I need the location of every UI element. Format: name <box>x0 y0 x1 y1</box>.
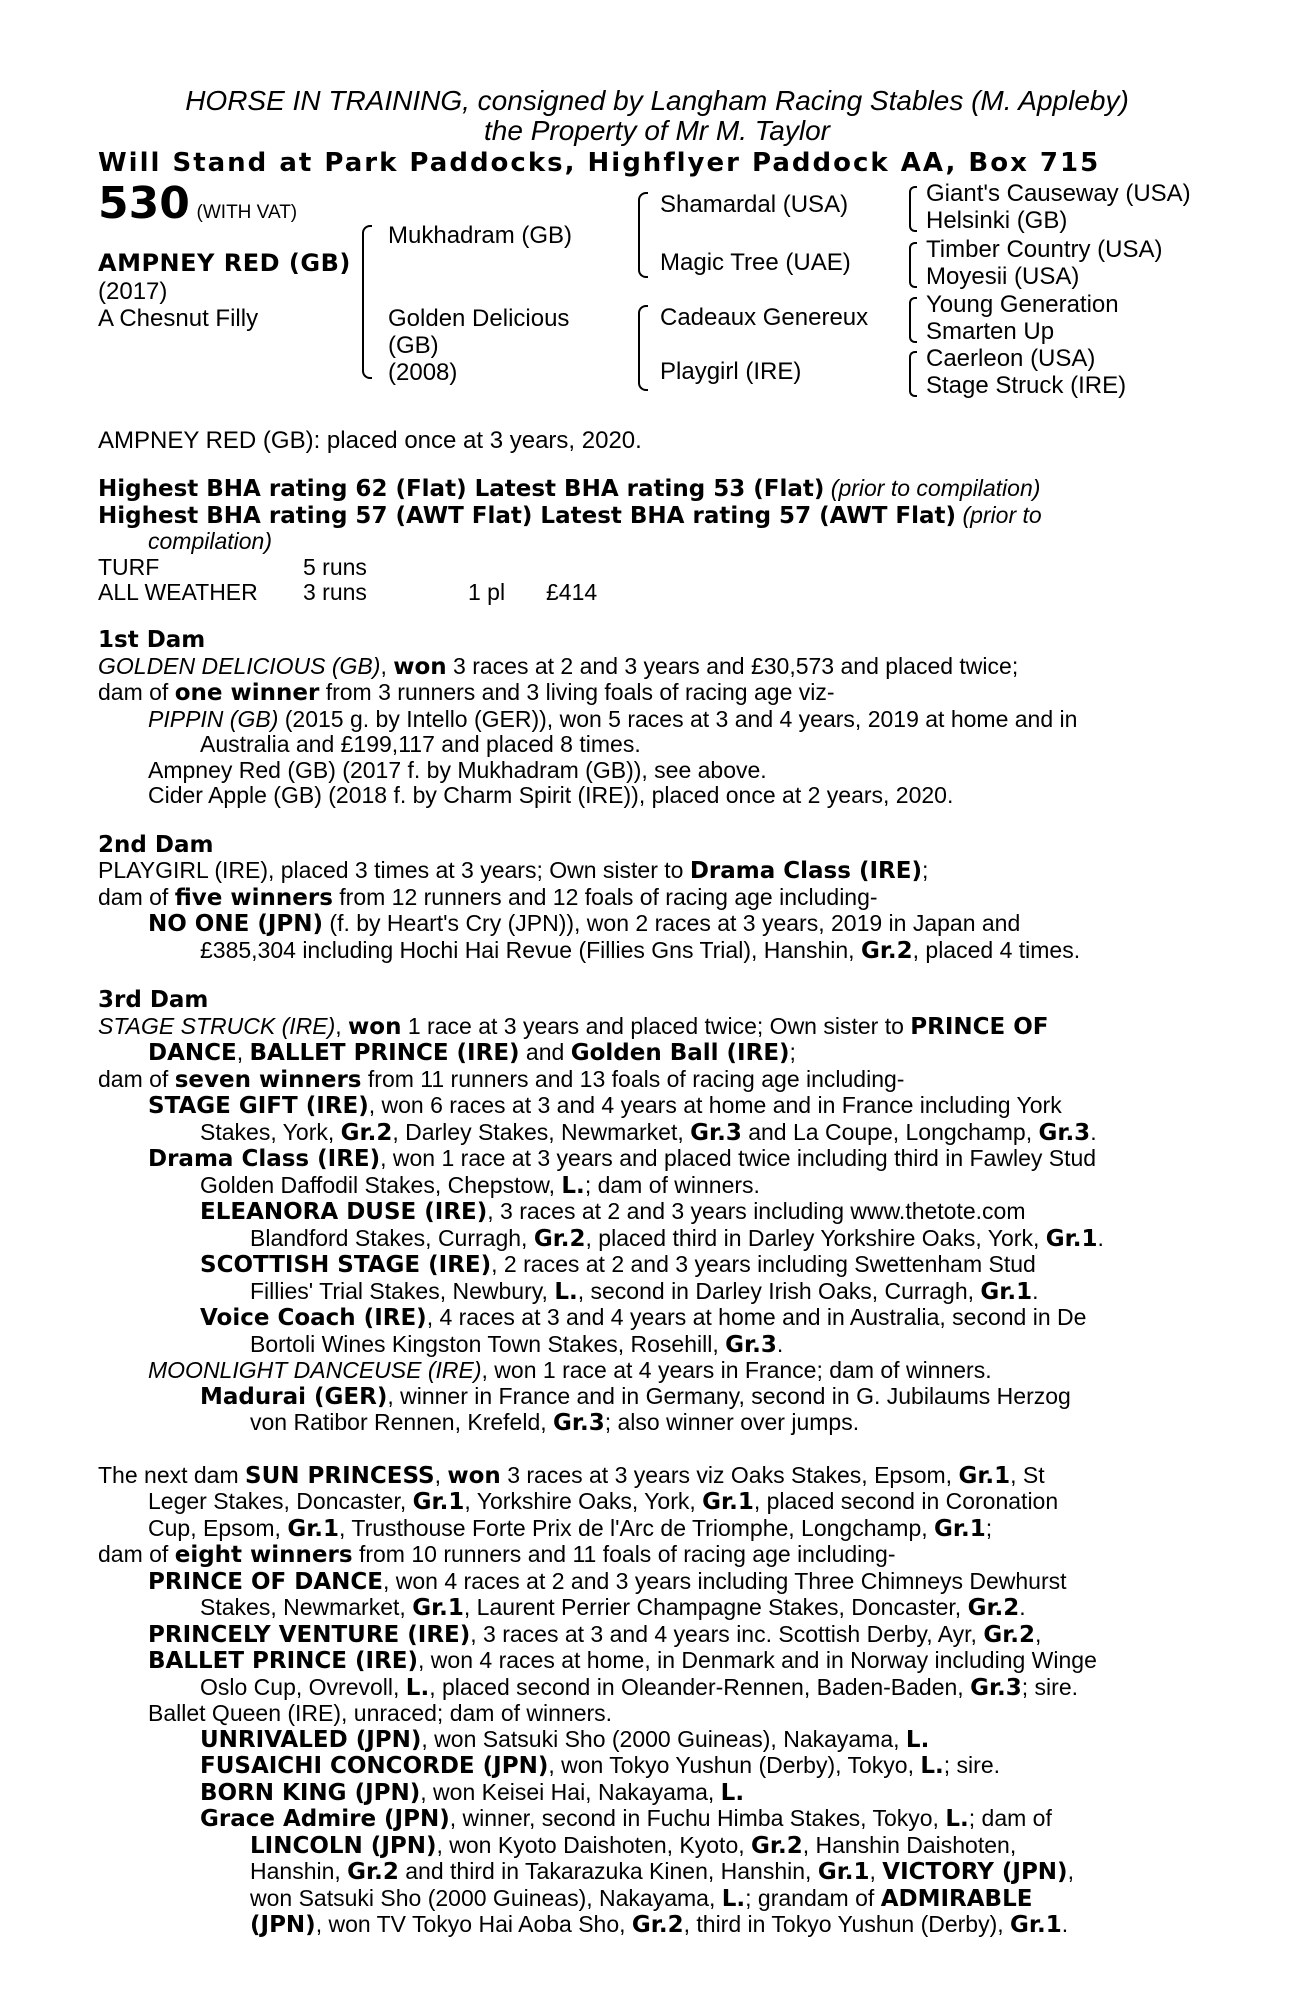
grade: Gr.1 <box>412 1489 465 1515</box>
text: Fillies' Trial Stakes, Newbury, <box>250 1277 555 1304</box>
stand-location: Will Stand at Park Paddocks, Highflyer Paddock AA, Box 715 <box>98 148 1101 178</box>
awt-rating: Highest BHA rating 57 (AWT Flat) Latest BHA rating 57 (AWT Flat) <box>98 502 957 529</box>
progeny-name: Drama Class (IRE) <box>148 1146 381 1172</box>
foaling-year: (2017) <box>98 278 168 305</box>
text: , Hanshin Daishoten, <box>802 1831 1017 1858</box>
awt-rating-note-cont: compilation) <box>148 528 272 554</box>
first-dam-heading: 1st Dam <box>98 627 206 653</box>
sep: , <box>1067 1858 1074 1884</box>
pedigree-brace-1 <box>362 225 372 379</box>
ss-sire: Giant's Causeway (USA) <box>926 180 1191 207</box>
dd-sire: Caerleon (USA) <box>926 345 1096 372</box>
text: Stakes, York, <box>200 1118 341 1145</box>
second-dam-heading: 2nd Dam <box>98 831 214 858</box>
winners-count: seven winners <box>174 1066 362 1093</box>
text: Hanshin, <box>250 1858 348 1884</box>
text: , winner, second in Fuchu Himba Stakes, Tokyo, <box>449 1805 946 1831</box>
text: PLAYGIRL (IRE), placed 3 times at 3 years; Own sister to <box>98 857 690 883</box>
text: won Satsuki Sho (2000 Guineas), Nakayama, <box>250 1884 722 1911</box>
ds-dam: Smarten Up <box>926 318 1055 345</box>
relative-name: PRINCE OF <box>910 1013 1049 1040</box>
dam-line-3: (2008) <box>388 359 458 386</box>
pedigree-brace-3b <box>909 242 917 288</box>
text: dam of <box>98 1541 175 1567</box>
sire: Mukhadram (GB) <box>388 222 573 249</box>
sep: , <box>869 1858 876 1884</box>
dam-line-2: (GB) <box>388 332 439 359</box>
text: 3 races at 3 years viz Oaks Stakes, Epsom, <box>500 1461 959 1488</box>
text: and <box>519 1039 571 1065</box>
grade: Gr.1 <box>287 1515 340 1542</box>
progeny-name: PRINCE OF DANCE <box>148 1568 383 1595</box>
grade: Gr.2 <box>533 1225 586 1252</box>
progeny-name: Madurai (GER) <box>200 1383 388 1410</box>
grade: Gr.2 <box>983 1621 1036 1648</box>
winners-count: eight winners <box>174 1542 353 1568</box>
text: ; sire. <box>943 1752 1001 1778</box>
dam-name: STAGE STRUCK (IRE) <box>98 1012 336 1039</box>
winners-count: one winner <box>174 680 320 706</box>
text: £385,304 including Hochi Hai Revue (Fillies Gns Trial), Hanshin, <box>200 936 861 963</box>
progeny-line: Ballet Queen (IRE), unraced; dam of winners. <box>148 1700 613 1726</box>
grade: Gr.2 <box>967 1595 1020 1621</box>
won: won <box>393 653 447 680</box>
text: , third in Tokyo Yushun (Derby), <box>683 1911 1011 1937</box>
grade: Gr.3 <box>690 1119 742 1146</box>
third-dam-heading: 3rd Dam <box>98 987 209 1013</box>
grade: Gr.3 <box>553 1410 605 1436</box>
text: Golden Daffodil Stakes, Chepstow, <box>200 1171 562 1198</box>
text: ; grandam of <box>745 1884 881 1911</box>
consignor-line: HORSE IN TRAINING, consigned by Langham Racing Stables (M. Appleby) <box>185 85 1129 116</box>
text: , winner in France and in Germany, second in G. Jubilaums Herzog <box>387 1382 1071 1409</box>
text: Bortoli Wines Kingston Town Stakes, Rosehill, <box>250 1330 726 1357</box>
text: , Yorkshire Oaks, York, <box>464 1488 703 1514</box>
text: , won Kyoto Daishoten, Kyoto, <box>436 1831 752 1858</box>
text: (2015 g. by Intello (GER)), won 5 races at 3 and 4 years, 2019 at home and in <box>278 705 1078 732</box>
text: , placed 4 times. <box>912 936 1081 963</box>
progeny-name: ADMIRABLE <box>880 1885 1033 1912</box>
text: dam of <box>98 679 175 705</box>
grade: L. <box>920 1753 944 1779</box>
text: Stakes, Newmarket, <box>200 1594 413 1620</box>
progeny-line: Ampney Red (GB) (2017 f. by Mukhadram (GB)), see above. <box>148 756 767 783</box>
text: , St <box>1010 1461 1045 1488</box>
sd-sire: Timber Country (USA) <box>926 236 1163 263</box>
text: , won Tokyo Yushun (Derby), Tokyo, <box>548 1752 921 1778</box>
text: , Darley Stakes, Newmarket, <box>392 1118 691 1145</box>
text: (f. by Heart's Cry (JPN)), won 2 races at 3 years, 2019 in Japan and <box>323 910 1021 936</box>
text: , Laurent Perrier Champagne Stakes, Doncaster, <box>463 1594 968 1620</box>
progeny-name: FUSAICHI CONCORDE (JPN) <box>200 1753 549 1779</box>
progeny-name: NO ONE (JPN) <box>148 911 324 937</box>
text: , won 1 race at 3 years and placed twice including third in Fawley Stud <box>380 1145 1097 1171</box>
grade: Gr.3 <box>1038 1119 1091 1146</box>
relative-name: Golden Ball (IRE) <box>570 1040 790 1066</box>
surface: ALL WEATHER <box>98 579 258 605</box>
text: , won 4 races at 2 and 3 years including Three Chimneys Dewhurst <box>382 1567 1067 1594</box>
text: . <box>1097 1224 1104 1251</box>
runs-table <box>98 555 597 606</box>
dd-dam: Stage Struck (IRE) <box>926 372 1127 399</box>
progeny-name: ELEANORA DUSE (IRE) <box>200 1199 488 1225</box>
flat-rating: Highest BHA rating 62 (Flat) Latest BHA rating 53 (Flat) <box>98 476 825 502</box>
relative-name: BALLET PRINCE (IRE) <box>249 1040 520 1066</box>
sire-sire: Shamardal (USA) <box>660 191 849 218</box>
grade: Gr.1 <box>702 1489 754 1515</box>
surface: TURF <box>98 553 160 580</box>
won: won <box>348 1013 402 1040</box>
progeny-name: Grace Admire (JPN) <box>200 1806 450 1832</box>
text: . <box>1061 1911 1069 1937</box>
grade: L. <box>720 1779 745 1806</box>
table-row <box>98 555 597 581</box>
owner-line: the Property of Mr M. Taylor <box>484 115 830 146</box>
text: and third in Takarazuka Kinen, Hanshin, <box>398 1858 818 1884</box>
pedigree-brace-3c <box>909 297 917 343</box>
grade: Gr.2 <box>340 1119 393 1146</box>
text: , won 1 race at 4 years in France; dam of winners. <box>481 1357 992 1383</box>
relative-name: Drama Class (IRE) <box>689 858 922 884</box>
winners-count: five winners <box>174 884 333 911</box>
run-count: 3 runs <box>303 579 367 605</box>
pedigree-brace-2a <box>638 192 648 278</box>
text: , 4 races at 3 and 4 years at home and in Australia, second in De <box>426 1304 1087 1330</box>
grade: Gr.2 <box>347 1859 399 1885</box>
progeny-name: MOONLIGHT DANCEUSE (IRE) <box>148 1357 482 1383</box>
progeny-name: Voice Coach (IRE) <box>200 1305 427 1331</box>
progeny-name: PRINCELY VENTURE (IRE) <box>148 1621 471 1648</box>
grade: Gr.1 <box>817 1859 870 1885</box>
text: , won TV Tokyo Hai Aoba Sho, <box>315 1911 632 1937</box>
text: . <box>1090 1118 1097 1145</box>
text: Cup, Epsom, <box>148 1514 288 1541</box>
sep: , <box>236 1039 244 1065</box>
text: Australia and £199,117 and placed 8 times. <box>200 731 641 757</box>
ratings-block <box>98 476 1204 606</box>
grade: L. <box>561 1172 585 1199</box>
grade: Gr.2 <box>860 937 913 964</box>
progeny-name: SCOTTISH STAGE (IRE) <box>200 1252 492 1278</box>
sep: , <box>434 1461 441 1488</box>
text: from 12 runners and 12 foals of racing age including- <box>332 883 878 910</box>
text: . <box>776 1330 784 1357</box>
run-count: 5 runs <box>303 553 367 580</box>
prize <box>546 555 597 581</box>
text: , Trusthouse Forte Prix de l'Arc de Triomphe, Longchamp, <box>339 1514 935 1541</box>
horse-name: AMPNEY RED (GB) <box>98 249 351 277</box>
text: , placed second in Coronation <box>753 1488 1059 1514</box>
dam-narrative <box>98 628 1204 1939</box>
placed <box>468 555 546 581</box>
sd-dam: Moyesii (USA) <box>926 263 1080 290</box>
text: ; <box>789 1039 796 1065</box>
dam-sire: Cadeaux Genereux <box>660 304 869 331</box>
progeny-name: UNRIVALED (JPN) <box>200 1726 422 1753</box>
grade: Gr.2 <box>751 1832 803 1859</box>
text: 1 race at 3 years and placed twice; Own sister to <box>401 1012 911 1039</box>
text: and La Coupe, Longchamp, <box>741 1118 1039 1145</box>
progeny-name: LINCOLN (JPN) <box>250 1832 437 1859</box>
dam-name: SUN PRINCESS <box>245 1462 435 1489</box>
text: ; dam of winners. <box>584 1171 760 1198</box>
awt-rating-note: (prior to <box>962 501 1042 528</box>
text: , placed third in Darley Yorkshire Oaks, York, <box>585 1224 1046 1251</box>
text: , won 6 races at 3 and 4 years at home and in France including York <box>368 1092 1062 1118</box>
sep: , <box>380 652 387 679</box>
sire-dam: Magic Tree (UAE) <box>660 249 851 276</box>
text: from 11 runners and 13 foals of racing age including- <box>361 1065 905 1092</box>
grade: Gr.1 <box>934 1515 986 1542</box>
text: Oslo Cup, Ovrevoll, <box>200 1673 406 1700</box>
lot-number: 530 <box>98 178 190 229</box>
text: from 10 runners and 11 foals of racing age including- <box>352 1541 896 1567</box>
text: dam of <box>98 1065 175 1092</box>
grade: Gr.1 <box>958 1462 1011 1489</box>
dam-line-1: Golden Delicious <box>388 305 570 332</box>
text: . <box>1019 1594 1026 1620</box>
pedigree-brace-3d <box>909 351 917 397</box>
placed: 1 pl <box>468 579 506 605</box>
ds-sire: Young Generation <box>926 291 1119 318</box>
progeny-name: STAGE GIFT (IRE) <box>148 1093 369 1119</box>
grade: Gr.1 <box>980 1278 1033 1305</box>
progeny-name: BALLET PRINCE (IRE) <box>148 1648 419 1674</box>
grade: Gr.3 <box>970 1674 1022 1701</box>
grade: L. <box>945 1806 969 1832</box>
pedigree-brace-2b <box>638 305 648 391</box>
dam-name: GOLDEN DELICIOUS (GB) <box>98 652 381 679</box>
sep: , <box>335 1012 342 1039</box>
text: 3 races at 2 and 3 years and £30,573 and placed twice; <box>446 652 1019 679</box>
grade: Gr.1 <box>1045 1225 1098 1252</box>
progeny-line: Cider Apple (GB) (2018 f. by Charm Spirit (IRE)), placed once at 2 years, 2020. <box>148 782 954 808</box>
text: Leger Stakes, Doncaster, <box>148 1488 413 1514</box>
won: won <box>447 1462 501 1489</box>
text: Blandford Stakes, Curragh, <box>250 1224 534 1251</box>
pedigree-brace-3a <box>909 186 917 232</box>
grade: Gr.1 <box>412 1595 464 1621</box>
horse-description: A Chesnut Filly <box>98 305 259 332</box>
text: . <box>1032 1277 1039 1304</box>
grade: L. <box>905 1726 930 1753</box>
vat-note: (WITH VAT) <box>196 202 298 223</box>
grade: L. <box>721 1885 746 1912</box>
text: ; <box>921 857 929 883</box>
text: von Ratibor Rennen, Krefeld, <box>250 1409 554 1435</box>
text: ; <box>985 1514 993 1541</box>
grade: Gr.3 <box>725 1331 777 1358</box>
text: , placed second in Oleander-Rennen, Baden-Baden, <box>429 1673 971 1700</box>
text: ; dam of <box>968 1805 1052 1831</box>
text: , 2 races at 2 and 3 years including Swettenham Stud <box>491 1251 1036 1277</box>
dam-dam: Playgirl (IRE) <box>660 358 802 385</box>
lot-number-row <box>98 178 298 229</box>
relative-name: DANCE <box>148 1040 237 1066</box>
grade: L. <box>554 1278 578 1305</box>
progeny-name: PIPPIN (GB) <box>148 705 279 732</box>
progeny-name: BORN KING (JPN) <box>200 1779 421 1806</box>
text: , won Keisei Hai, Nakayama, <box>420 1778 721 1805</box>
ss-dam: Helsinki (GB) <box>926 207 1068 234</box>
text: , 3 races at 2 and 3 years including www.thetote.com <box>487 1198 1026 1224</box>
progeny-name: (JPN) <box>250 1912 316 1938</box>
text: , 3 races at 3 and 4 years inc. Scottish Derby, Ayr, <box>470 1620 984 1647</box>
text: ; sire. <box>1021 1673 1078 1700</box>
text: , won 4 races at home, in Denmark and in Norway including Winge <box>418 1647 1097 1673</box>
text: ; also winner over jumps. <box>604 1409 860 1435</box>
grade: Gr.1 <box>1010 1912 1062 1938</box>
text: The next dam <box>98 1461 246 1488</box>
progeny-name: VICTORY (JPN) <box>882 1859 1068 1885</box>
text: , won Satsuki Sho (2000 Guineas), Nakayama, <box>421 1725 906 1752</box>
text: from 3 runners and 3 living foals of racing age viz- <box>319 679 835 705</box>
sep: , <box>1035 1620 1042 1647</box>
race-summary: AMPNEY RED (GB): placed once at 3 years, 2020. <box>98 427 642 454</box>
grade: L. <box>405 1674 430 1701</box>
flat-rating-note: (prior to compilation) <box>830 475 1041 501</box>
prize: £414 <box>546 579 598 605</box>
text: dam of <box>98 883 175 910</box>
table-row <box>98 580 597 606</box>
text: , second in Darley Irish Oaks, Curragh, <box>577 1277 981 1304</box>
grade: Gr.2 <box>631 1912 684 1938</box>
